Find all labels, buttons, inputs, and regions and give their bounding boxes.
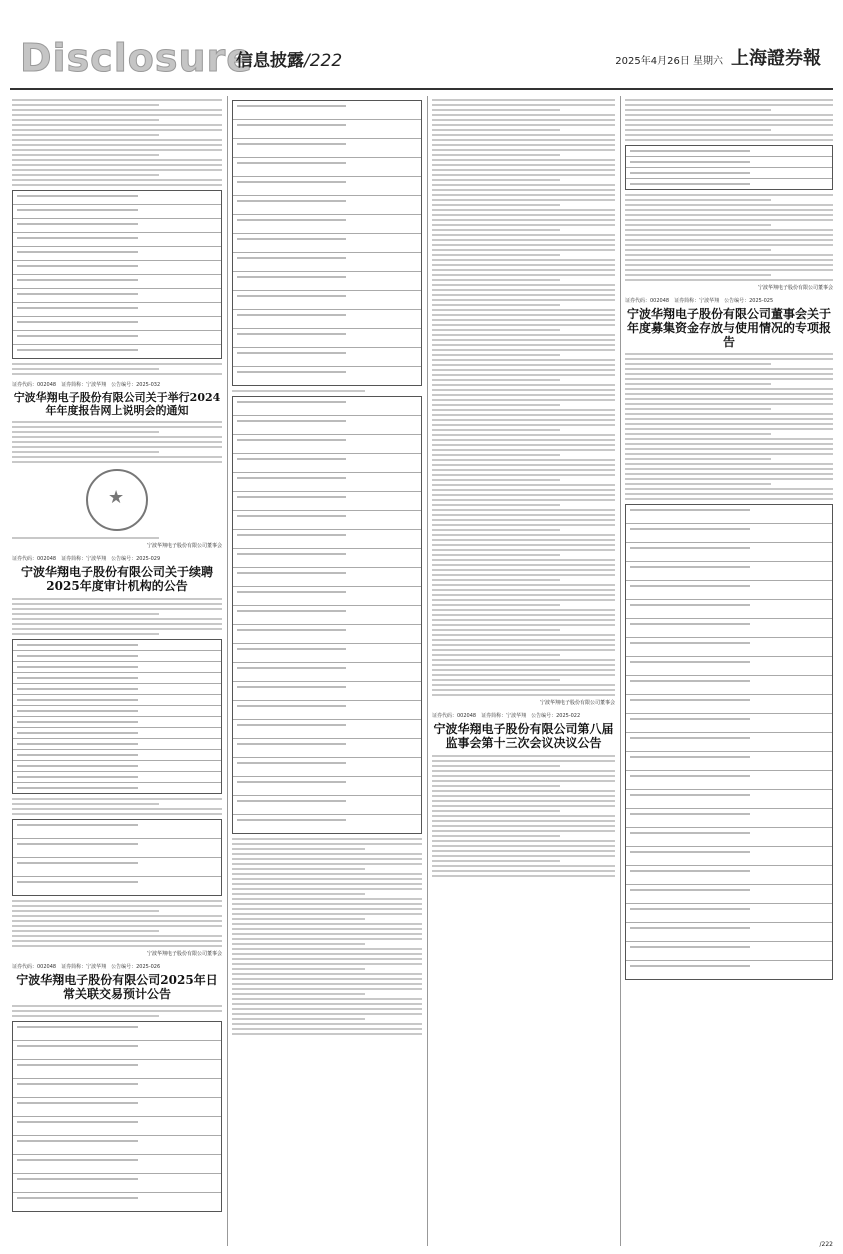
- column-3: [432, 96, 615, 880]
- section-title: 信息披露/222: [236, 51, 343, 71]
- related-transaction-table-continued: [232, 100, 422, 386]
- fund-account-table: [625, 145, 833, 190]
- dateline: 2025年4月26日 星期六: [615, 56, 723, 67]
- brand-logo: Disclosure: [20, 36, 254, 80]
- article-code: 证券代码：002048 证券简称：宁波华翔 公告编号：2025-026: [12, 963, 161, 970]
- signature: 宁波华翔电子股份有限公司董事会: [146, 950, 222, 957]
- masthead: [10, 36, 833, 90]
- article-code: 证券代码：002048 证券简称：宁波华翔 公告编号：2025-029: [12, 556, 161, 563]
- article-title: 宁波华翔电子股份有限公司关于举行2024年年度报告网上说明会的通知: [13, 391, 221, 417]
- column-4: [625, 96, 833, 984]
- column-2: [232, 96, 422, 1038]
- article-title: 宁波华翔电子股份有限公司关于续聘2025年度审计机构的公告: [20, 565, 213, 594]
- qr-code-seal: [86, 469, 148, 531]
- column-1: [12, 96, 222, 1216]
- related-transaction-table: [12, 1021, 222, 1212]
- article-code: 证券代码：002048 证券简称：宁波华翔 公告编号：2025-032: [12, 382, 161, 388]
- article-code: 证券代码：002048 证券简称：宁波华翔 公告编号：2025-025: [625, 298, 774, 304]
- article-title: 宁波华翔电子股份有限公司董事会关于年度募集资金存放与使用情况的专项报告: [626, 307, 831, 349]
- audit-firm-table: [12, 639, 222, 794]
- fund-usage-table: [625, 504, 833, 980]
- article-title: 宁波华翔电子股份有限公司第八届监事会第十三次会议决议公告: [433, 722, 614, 750]
- proposal-table: [12, 190, 222, 359]
- paper-name: 上海證券報: [731, 48, 821, 69]
- article-title: 宁波华翔电子股份有限公司2025年日常关联交易预计公告: [16, 972, 218, 1001]
- signature: 宁波华翔电子股份有限公司董事会: [146, 543, 222, 550]
- page-footer: /222: [819, 1241, 833, 1248]
- signature: 宁波华翔电子股份有限公司董事会: [757, 285, 833, 291]
- prior-year-transaction-table: [232, 396, 422, 834]
- signature: 宁波华翔电子股份有限公司董事会: [539, 700, 615, 706]
- personnel-table: [12, 819, 222, 896]
- page-number: /222: [304, 51, 343, 71]
- article-code: 证券代码：002048 证券简称：宁波华翔 公告编号：2025-022: [432, 713, 581, 719]
